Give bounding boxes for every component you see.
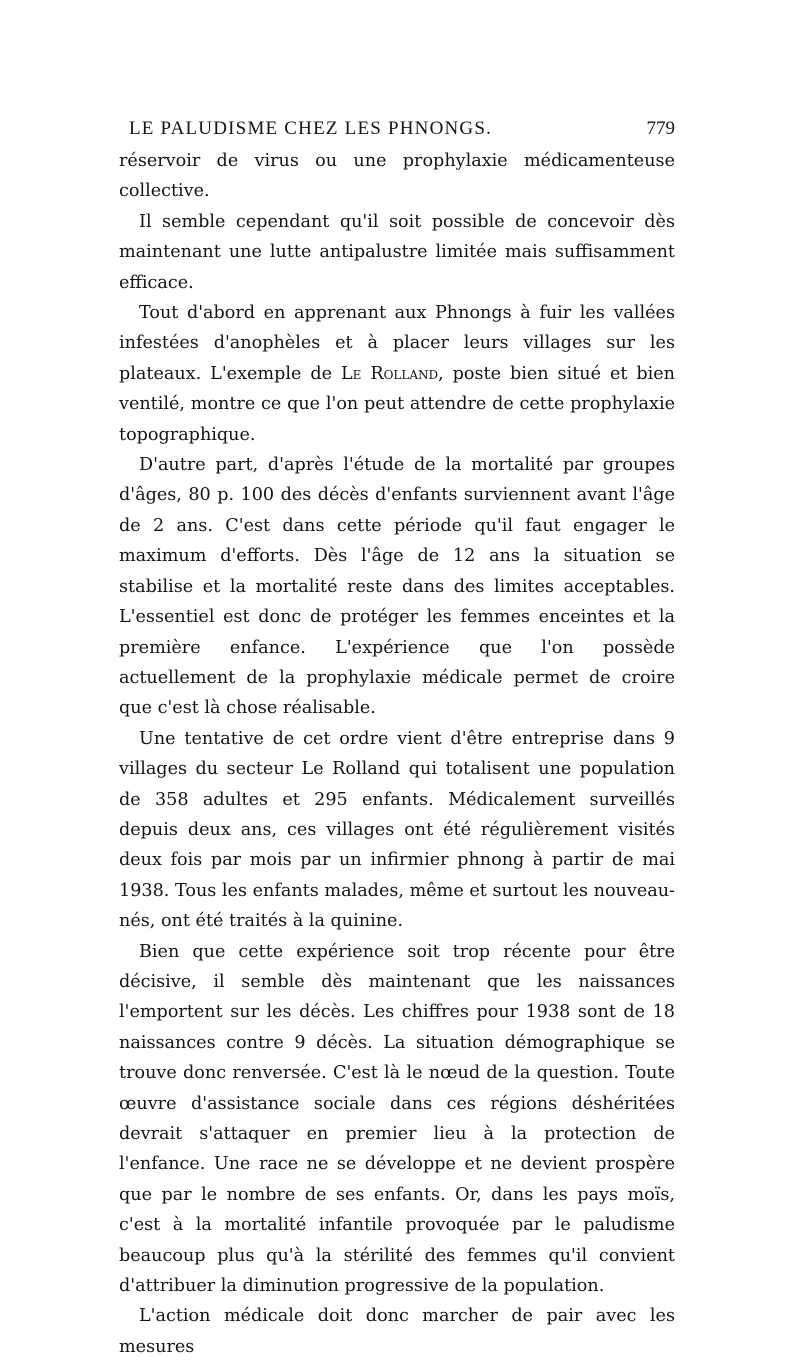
paragraph-demographic-results: Bien que cette expérience soit trop récente pour être décisive, il semble dès maintenant que les naissances l'emportent sur les décès. Les chiffres pour 1938 sont de 18 naissances contre 9 décès. La situation démographique se trouve donc renversée. C'est là le nœud de la question. Toute œuvre d'assistance sociale dans ces régions déshéritées devrait s'attaquer en premier lieu à la protection de l'enfance. Une race ne se développe et ne devient prospère que par le nombre de ses enfants. Or, dans les pays moïs, c'est à la mortalité infantile provoquée par le paludisme beaucoup plus qu'à la stérilité des femmes qu'il convient d'attribuer la diminution progressive de la population. <box>119 941 675 1297</box>
paragraph-topographic-prophylaxis <box>119 298 675 450</box>
paragraph-village-trial: Une tentative de cet ordre vient d'être entreprise dans 9 villages du secteur Le Rolland qui totalisent une population de 358 adultes et 295 enfants. Médicalement surveillés depuis deux ans, ces villages ont été régulièrement visités deux fois par mois par un infirmier phnong à partir de mai 1938. Tous les enfants malades, même et surtout les nouveau-nés, ont été traités à la quinine. <box>119 728 675 932</box>
paragraph-mortality-by-age: D'autre part, d'après l'étude de la mortalité par groupes d'âges, 80 p. 100 des décès d'enfants surviennent avant l'âge de 2 ans. C'est dans cette période qu'il faut engager le maximum d'efforts. Dès l'âge de 12 ans la situation se stabilise et la mortalité reste dans des limites acceptables. L'essentiel est donc de protéger les femmes enceintes et la première enfance. L'expérience que l'on possède actuellement de la prophylaxie médicale permet de croire que c'est là chose réalisable. <box>119 455 675 719</box>
place-name-le-rolland: Le Rolland <box>340 363 439 384</box>
body-text <box>119 146 675 1362</box>
paragraph-medical-action: L'action médicale doit donc marcher de pair avec les mesures <box>119 1306 675 1357</box>
paragraph-continuation: réservoir de virus ou une prophylaxie médicamenteuse collective. <box>119 151 675 202</box>
running-title: LE PALUDISME CHEZ LES PHNONGS. <box>129 118 493 139</box>
page-number: 779 <box>646 118 675 139</box>
paragraph-text-after: , poste bien situé et bien ventilé, montre ce que l'on peut attendre de cette prophylaxie topographique. <box>119 363 675 445</box>
document-page <box>119 112 675 1362</box>
running-header <box>119 112 675 146</box>
paragraph-antipalustre: Il semble cependant qu'il soit possible de concevoir dès maintenant une lutte antipalustre limitée mais suffisamment efficace. <box>119 211 675 293</box>
paragraph-text-before: Tout d'abord en apprenant aux Phnongs à fuir les vallées infestées d'anophèles et à placer leurs villages sur les plateaux. L'exemple de <box>119 303 675 384</box>
